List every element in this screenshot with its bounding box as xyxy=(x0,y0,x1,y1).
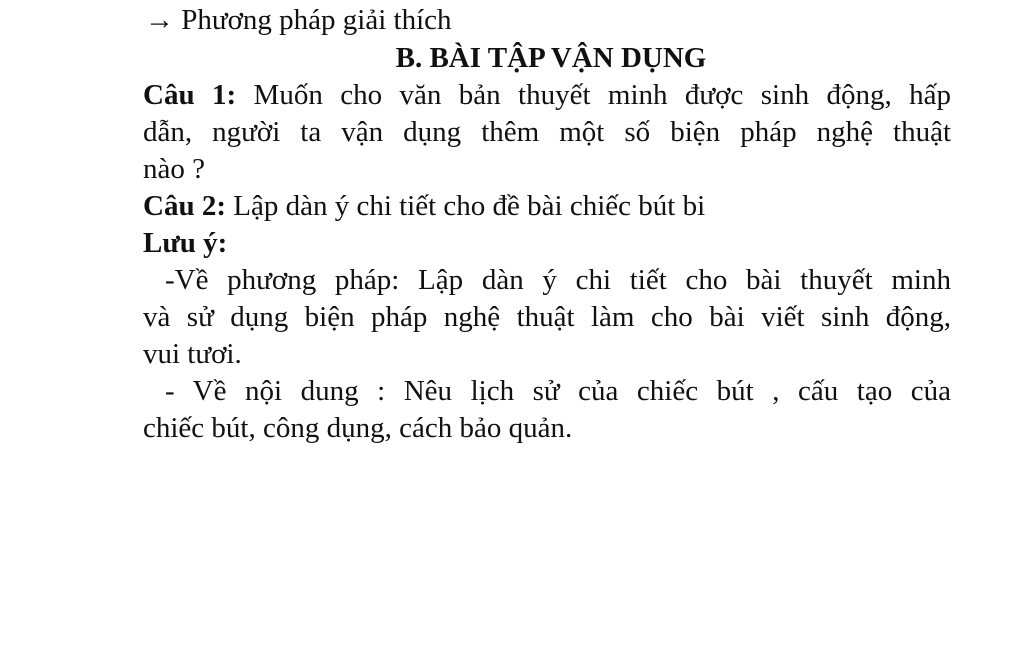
question-2-label: Câu 2: xyxy=(143,190,226,222)
question-1-label: Câu 1: xyxy=(143,79,237,111)
document-content xyxy=(143,2,951,447)
question-1-line-2: dẫn, người ta vận dụng thêm một số biện pháp nghệ thuật xyxy=(143,116,951,148)
note-heading: Lưu ý: xyxy=(143,227,228,259)
question-1-line-1 xyxy=(143,77,951,114)
note-1-line-2: và sử dụng biện pháp nghệ thuật làm cho bài viết sinh động, xyxy=(143,301,951,333)
question-2 xyxy=(143,188,951,225)
note-2-line-1: - Về nội dung : Nêu lịch sử của chiếc bút , cấu tạo của xyxy=(165,375,951,407)
arrow-line: → Phương pháp giải thích xyxy=(145,4,452,36)
question-2-text: Lập dàn ý chi tiết cho đề bài chiếc bút bi xyxy=(225,190,706,222)
question-1-line-3: nào ? xyxy=(143,153,205,185)
question-1-text: Muốn cho văn bản thuyết minh được sinh động, hấp xyxy=(236,79,952,111)
section-heading: B. BÀI TẬP VẬN DỤNG xyxy=(395,42,707,74)
note-1-line-1: -Về phương pháp: Lập dàn ý chi tiết cho bài thuyết minh xyxy=(165,264,951,296)
note-1-line-3: vui tươi. xyxy=(143,338,242,370)
note-2-line-2: chiếc bút, công dụng, cách bảo quản. xyxy=(143,412,573,444)
